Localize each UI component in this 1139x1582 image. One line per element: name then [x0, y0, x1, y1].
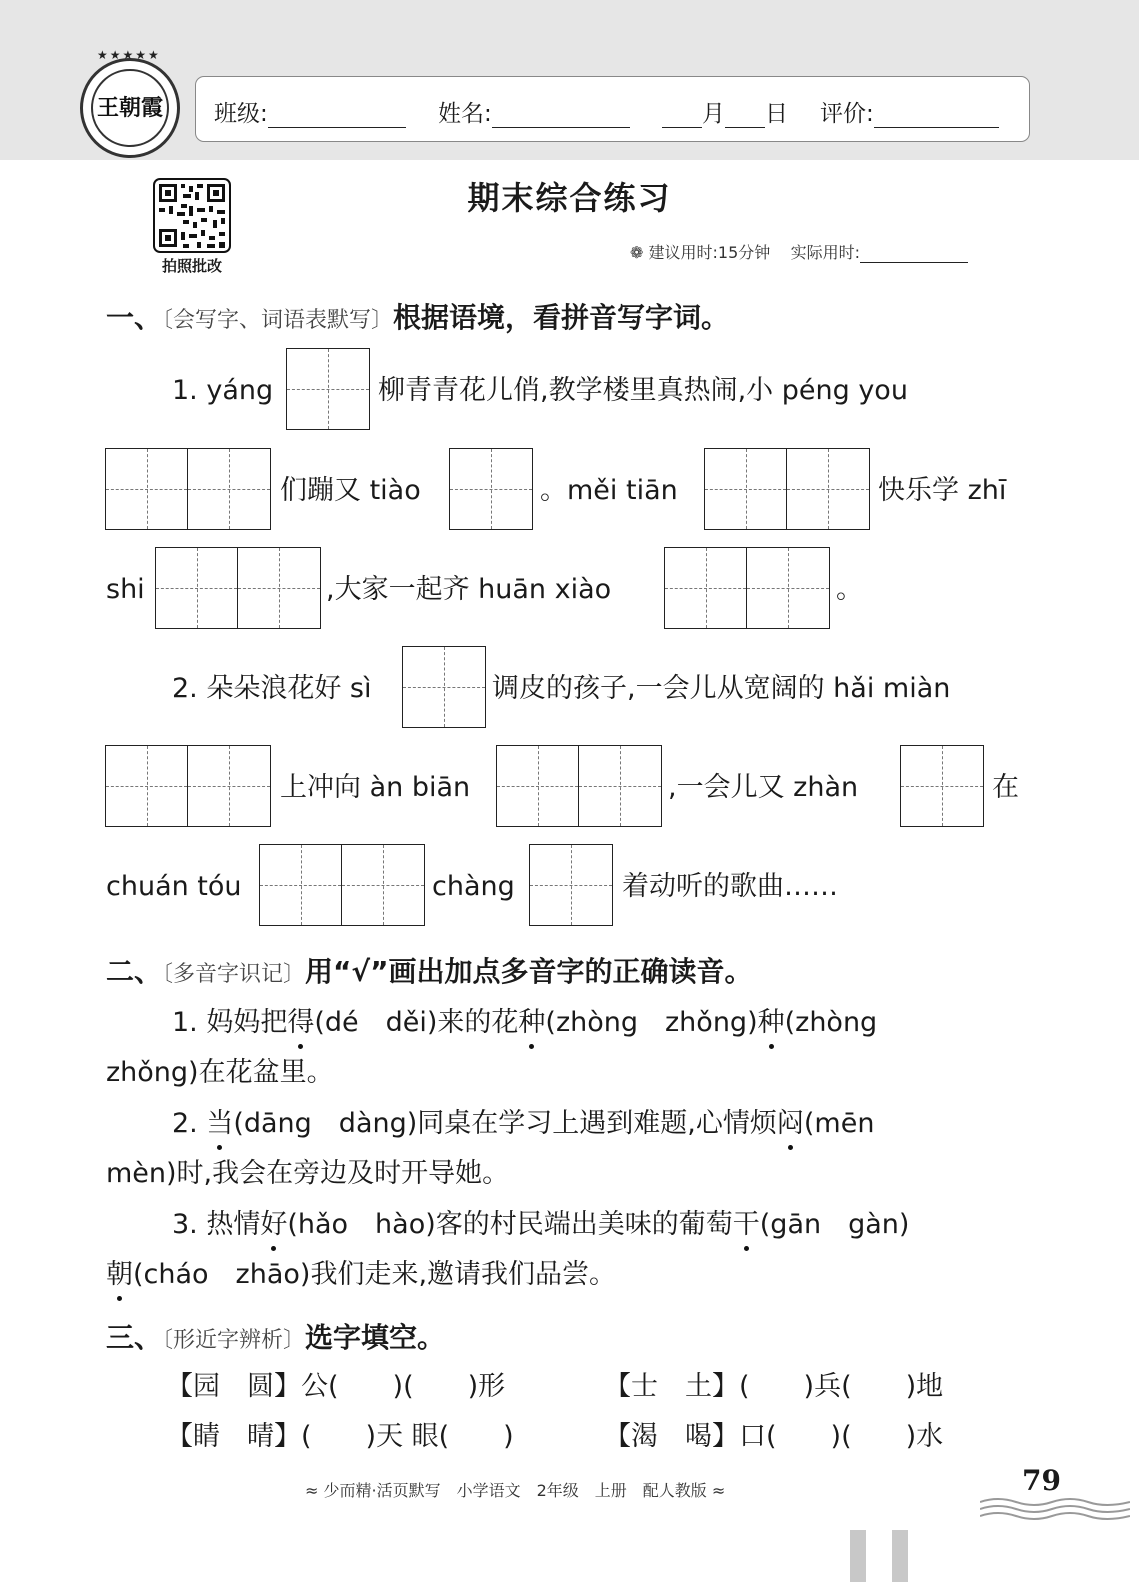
star-icon: ★★★★★ — [97, 48, 161, 62]
s1p1-text-c: 们蹦又 tiào — [280, 475, 421, 506]
answer-grid[interactable] — [529, 844, 613, 926]
s1p1-text-e: 快乐学 zhī — [878, 475, 1007, 506]
section-3-heading: 三、〔形近字辨析〕选字填空。 — [106, 1321, 446, 1354]
s2-q1-line2: zhǒng)在花盆里。 — [106, 1057, 334, 1088]
s1p1-text-g: ,大家一起齐 huān xiào — [326, 574, 612, 605]
answer-grid[interactable] — [105, 745, 271, 827]
name-label: 姓名: — [438, 101, 492, 127]
wave-decoration-icon — [980, 1494, 1130, 1524]
answer-grid[interactable] — [664, 547, 830, 629]
actual-time-input[interactable] — [860, 244, 968, 263]
eval-label: 评价: — [820, 101, 874, 127]
name-field[interactable] — [438, 95, 630, 128]
suggested-time: 建议用时:15分钟 — [648, 243, 771, 262]
s1p2-text-f: chuán tóu — [106, 871, 242, 902]
answer-grid[interactable] — [286, 348, 370, 430]
answer-grid[interactable] — [496, 745, 662, 827]
s1p2-text-h: 着动听的歌曲…… — [622, 871, 838, 902]
s1p2-text-a: 2. 朵朵浪花好 sì — [172, 673, 372, 704]
actual-time-label: 实际用时: — [790, 243, 861, 262]
s2-q3-line1: 3. 热情好(hǎo hào)客的村民端出美味的葡萄干(gān gàn) — [172, 1209, 910, 1240]
answer-grid[interactable] — [449, 448, 533, 530]
student-info-box — [195, 76, 1030, 142]
footer-series: ≈ 少而精·活页默写 小学语文 2年级 上册 配人教版 ≈ — [305, 1481, 726, 1500]
answer-grid[interactable] — [704, 448, 870, 530]
eval-field[interactable] — [820, 95, 999, 128]
s2-q2-line2: mèn)时,我会在旁边及时开导她。 — [106, 1158, 510, 1189]
s2-q3-line2: 朝(cháo zhāo)我们走来,邀请我们品尝。 — [106, 1259, 617, 1290]
class-label: 班级: — [214, 101, 268, 127]
s3-row2-left: 【睛 晴】( )天 眼( ) — [166, 1421, 514, 1452]
page-title: 期末综合练习 — [467, 179, 672, 217]
s1p1-text-d: 。měi tiān — [540, 475, 678, 506]
s1p2-text-g: chàng — [432, 871, 515, 902]
s1p2-text-c: 上冲向 àn biān — [280, 772, 471, 803]
flower-icon: ❁ — [630, 243, 644, 262]
date-field[interactable] — [662, 95, 788, 128]
s1p2-text-b: 调皮的孩子,一会儿从宽阔的 hǎi miàn — [492, 673, 951, 704]
s1p1-text-b: 柳青青花儿俏,教学楼里真热闹,小 péng you — [378, 375, 908, 406]
publisher-logo — [80, 48, 180, 158]
binding-tab — [850, 1530, 866, 1582]
logo-text: 王朝霞 — [91, 69, 169, 147]
answer-grid[interactable] — [105, 448, 271, 530]
timing-row — [630, 240, 968, 263]
answer-grid[interactable] — [259, 844, 425, 926]
qr-label: 拍照批改 — [161, 257, 222, 275]
s3-row2-right: 【渴 喝】口( )( )水 — [604, 1421, 944, 1452]
class-field[interactable] — [214, 95, 406, 128]
s3-row1-right: 【士 土】( )兵( )地 — [604, 1371, 944, 1402]
page-number: 79 — [1022, 1464, 1061, 1497]
s2-q1-line1: 1. 妈妈把得(dé děi)来的花种(zhòng zhǒng)种(zhòng — [172, 1007, 878, 1038]
answer-grid[interactable] — [402, 646, 486, 728]
section-2-heading: 二、〔多音字识记〕用“√”画出加点多音字的正确读音。 — [106, 955, 753, 988]
s1p1-text-a: 1. yáng — [172, 375, 274, 406]
binding-tab — [892, 1530, 908, 1582]
s1p1-text-f: shi — [106, 574, 145, 605]
s1p2-text-e: 在 — [992, 772, 1019, 803]
month-label: 月 — [702, 101, 725, 127]
answer-grid[interactable] — [900, 745, 984, 827]
section-1-heading: 一、〔会写字、词语表默写〕根据语境，看拼音写字词。 — [106, 301, 730, 334]
answer-grid[interactable] — [155, 547, 321, 629]
s1p1-text-h: 。 — [836, 574, 863, 605]
day-label: 日 — [765, 101, 788, 127]
s2-q2-line1: 2. 当(dāng dàng)同桌在学习上遇到难题,心情烦闷(mēn — [172, 1108, 875, 1139]
s1p2-text-d: ,一会儿又 zhàn — [668, 772, 859, 803]
s3-row1-left: 【园 圆】公( )( )形 — [166, 1371, 506, 1402]
